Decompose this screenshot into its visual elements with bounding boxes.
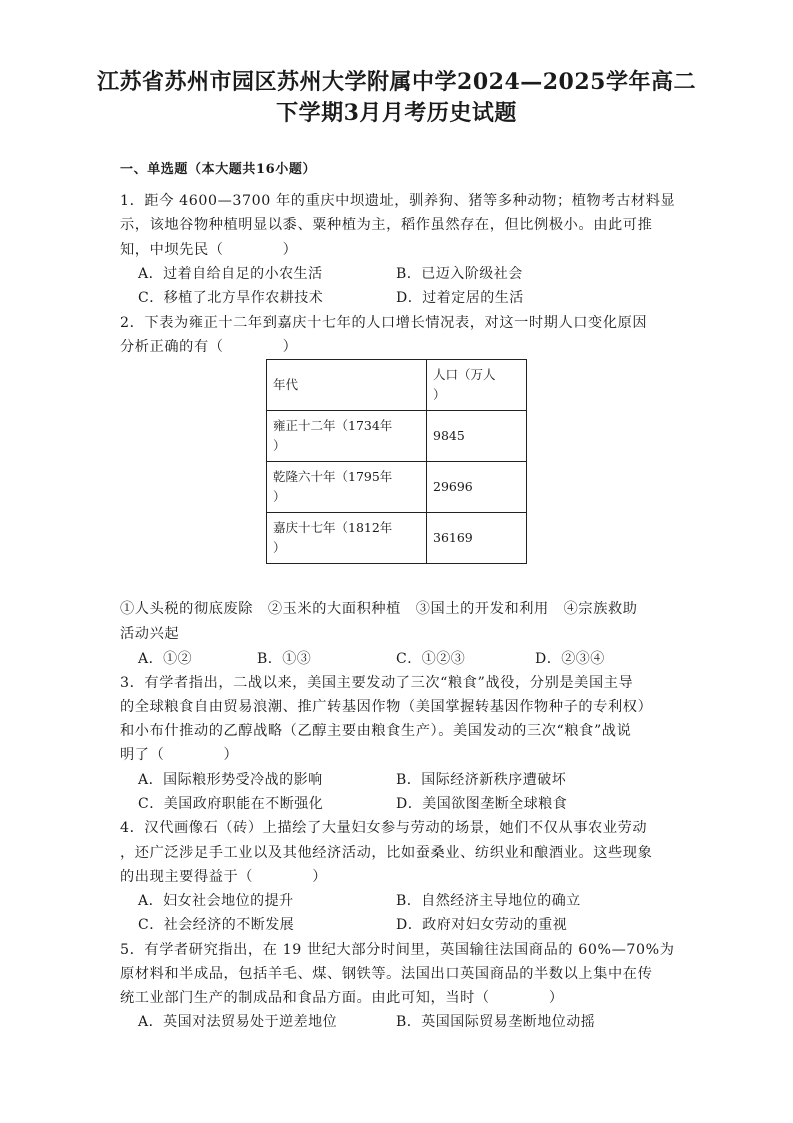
section-heading: 一、单选题（本大题共16小题） [120, 162, 317, 177]
q1-option-b: B．已迈入阶级社会 [396, 266, 523, 282]
q2-text-line: 2．下表为雍正十二年到嘉庆十七年的人口增长情况表，对这一时期人口变化原因 [120, 315, 648, 331]
q2-items-line: ①人头税的彻底废除 ②玉米的大面积种植 ③国土的开发和利用 ④宗族救助 [120, 601, 638, 617]
exam-title-line1: 江苏省苏州市园区苏州大学附属中学2024—2025学年高二 [97, 69, 696, 95]
q1-text-line: 示，该地谷物种植明显以黍、粟种植为主，稻作虽然存在，但比例极小。由此可推 [120, 217, 653, 233]
q2-option-d: D．②③④ [535, 651, 605, 667]
q4-option-d: D．政府对妇女劳动的重视 [396, 917, 568, 933]
q3-text-line: 3．有学者指出，二战以来，美国主要发动了三次“粮食”战役，分别是美国主导 [120, 675, 634, 691]
q3-text-line: 的全球粮食自由贸易浪潮、推广转基因作物（美国掌握转基因作物种子的专利权） [120, 699, 653, 715]
q5-option-b: B．英国国际贸易垄断地位动摇 [396, 1014, 596, 1030]
table-header-row [267, 360, 527, 411]
q4-option-a: A．妇女社会地位的提升 [138, 893, 294, 909]
header-era: 年代 [267, 360, 427, 411]
q5-text-line: 原材料和半成品，包括羊毛、煤、钢铁等。法国出口英国商品的半数以上集中在传 [120, 966, 653, 982]
q2-text-line: 分析正确的有（ ） [120, 339, 298, 355]
table-row [267, 411, 527, 462]
q5-text-line: 统工业部门生产的制成品和食品方面。由此可知，当时（ ） [120, 990, 564, 1006]
q4-option-c: C．社会经济的不断发展 [138, 917, 295, 933]
header-population [427, 360, 527, 411]
q4-option-b: B．自然经济主导地位的确立 [396, 893, 581, 909]
q3-text-line: 明了（ ） [120, 747, 239, 763]
population-cell: 29696 [427, 462, 527, 513]
q4-text-line: 4．汉代画像石（砖）上描绘了大量妇女参与劳动的场景，她们不仅从事农业劳动 [120, 820, 648, 836]
q2-option-c: C．①②③ [396, 651, 466, 667]
q1-text-line: 知，中坝先民（ ） [120, 242, 298, 258]
q3-text-line: 和小布什推动的乙醇战略（乙醇主要由粮食生产）。美国发动的三次“粮食”战说 [120, 723, 632, 739]
exam-title-line2: 下学期3月月考历史试题 [276, 100, 517, 126]
era-text-cont: ） [273, 438, 286, 453]
era-text-cont: ） [273, 489, 286, 504]
era-cell [267, 462, 427, 513]
era-cell [267, 513, 427, 564]
q1-option-d: D．过着定居的生活 [396, 290, 524, 306]
q5-text-line: 5．有学者研究指出，在 19 世纪大部分时间里，英国输往法国商品的 60%—70%为 [120, 942, 675, 958]
q2-option-a: A．①② [138, 651, 193, 667]
era-text: 嘉庆十七年（1812年 [273, 520, 393, 535]
q3-option-d: D．美国欲图垄断全球粮食 [396, 796, 568, 812]
population-table [266, 359, 527, 564]
q2-option-b: B．①③ [257, 651, 312, 667]
q5-option-a: A．英国对法贸易处于逆差地位 [138, 1014, 338, 1030]
table-row [267, 513, 527, 564]
era-text: 雍正十二年（1734年 [273, 418, 393, 433]
q4-text-line: 的出现主要得益于（ ） [120, 869, 328, 885]
q1-text-line: 1．距今 4600—3700 年的重庆中坝遗址，驯养狗、猪等多种动物；植物考古材料显 [120, 193, 676, 209]
population-cell: 9845 [427, 411, 527, 462]
population-cell: 36169 [427, 513, 527, 564]
header-population-line2: ） [433, 387, 446, 402]
era-text: 乾隆六十年（1795年 [273, 469, 393, 484]
q3-option-c: C．美国政府职能在不断强化 [138, 796, 324, 812]
q1-option-c: C．移植了北方旱作农耕技术 [138, 290, 324, 306]
q1-option-a: A．过着自给自足的小农生活 [138, 266, 323, 282]
era-text-cont: ） [273, 540, 286, 555]
header-population-line1: 人口（万人 [433, 367, 496, 382]
q4-text-line: ，还广泛涉足手工业以及其他经济活动，比如蚕桑业、纺织业和酿酒业。这些现象 [120, 845, 653, 861]
q2-items-line: 活动兴起 [120, 626, 180, 642]
table-row [267, 462, 527, 513]
q3-option-a: A．国际粮形势受冷战的影响 [138, 772, 323, 788]
era-cell [267, 411, 427, 462]
q3-option-b: B．国际经济新秩序遭破坏 [396, 772, 567, 788]
